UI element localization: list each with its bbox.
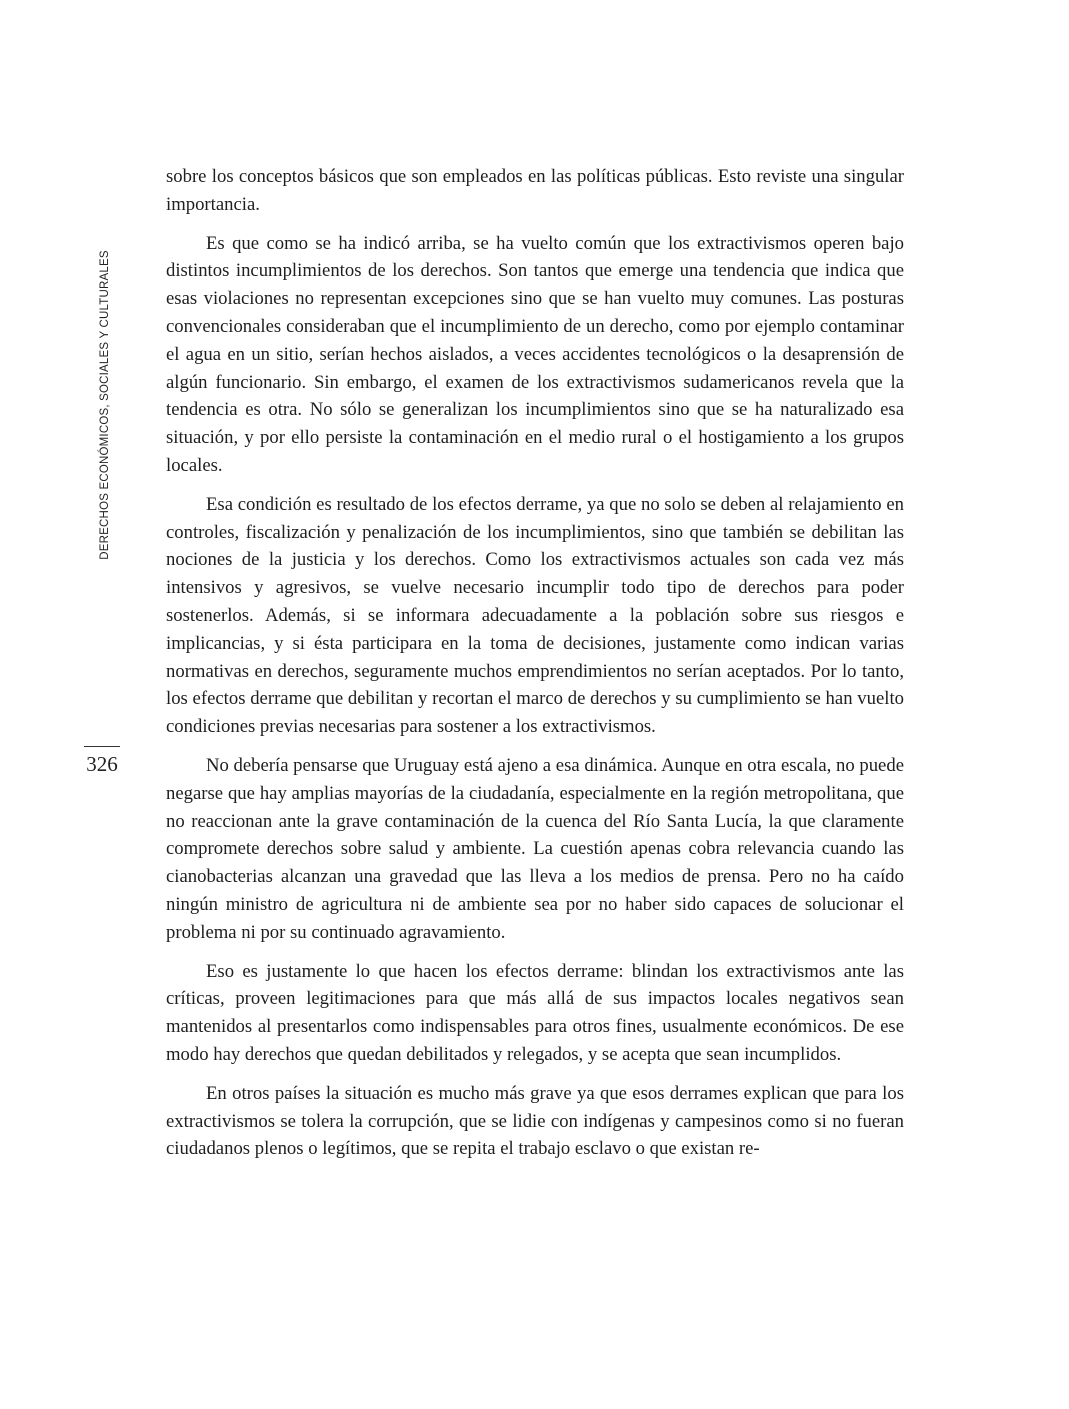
paragraph: sobre los conceptos básicos que son empleados en las políticas públicas. Esto reviste una singular importancia.: [166, 166, 904, 215]
paragraph: No debería pensarse que Uruguay está ajeno a esa dinámica. Aunque en otra escala, no puede negarse que hay amplias mayorías de la ciudadanía, especialmente en la región metropolitana, que no reaccionan ante la grave contaminación de la cuenca del Río Santa Lucía, la que claramente compromete derechos sobre salud y ambiente. La cuestión apenas cobra relevancia cuando las cianobacterias alcanzan una gravedad que las lleva a los medios de prensa. Pero no ha caído ningún ministro de agricultura ni de ambiente sea por no haber sido capaces de solucionar el problema ni por su continuado agravamiento.: [166, 754, 904, 943]
running-head-text: DERECHOS ECONÓMICOS, SOCIALES Y CULTURALES: [99, 250, 111, 560]
body-text: [166, 163, 904, 1174]
page-number-rule: [84, 746, 120, 747]
paragraph: Eso es justamente lo que hacen los efectos derrame: blindan los extractivismos ante las críticas, proveen legitimaciones para que más allá de sus impactos locales negativos sean mantenidos al presentarlos como indispensables para otros fines, usualmente económicos. De ese modo hay derechos que quedan debilitados y relegados, y se acepta que sean incumplidos.: [166, 960, 904, 1065]
paragraph: Es que como se ha indicó arriba, se ha vuelto común que los extractivismos operen bajo distintos incumplimientos de los derechos. Son tantos que emerge una tendencia que indica que esas violaciones no representan excepciones sino que se han vuelto muy comunes. Las posturas convencionales consideraban que el incumplimiento de un derecho, como por ejemplo contaminar el agua en un sitio, serían hechos aislados, a veces accidentes tecnológicos o la desaprensión de algún funcionario. Sin embargo, el examen de los extractivismos sudamericanos revela que la tendencia es otra. No sólo se generalizan los incumplimientos sino que se ha naturalizado esa situación, y por ello persiste la contaminación en el medio rural o el hostigamiento a los grupos locales.: [166, 232, 904, 476]
paragraph: En otros países la situación es mucho más grave ya que esos derrames explican que para los extractivismos se tolera la corrupción, que se lidie con indígenas y campesinos como si no fueran ciudadanos plenos o legítimos, que se repita el trabajo esclavo o que existan re-: [166, 1082, 904, 1160]
page-number: 326: [86, 752, 118, 776]
paragraph: Esa condición es resultado de los efectos derrame, ya que no solo se deben al relajamiento en controles, fiscalización y penalización de los incumplimientos, sino que también se debilitan las nociones de la justicia y los derechos. Como los extractivismos actuales son cada vez más intensivos y agresivos, se vuelve necesario incumplir todo tipo de derechos para poder sostenerlos. Además, si se informara adecuadamente a la población sobre sus riesgos e implicancias, y si ésta participara en la toma de decisiones, justamente como indican varias normativas en derechos, seguramente muchos emprendimientos no serían aceptados. Por lo tanto, los efectos derrame que debilitan y recortan el marco de derechos y su cumplimiento se han vuelto condiciones previas necesarias para sostener a los extractivismos.: [166, 493, 904, 738]
